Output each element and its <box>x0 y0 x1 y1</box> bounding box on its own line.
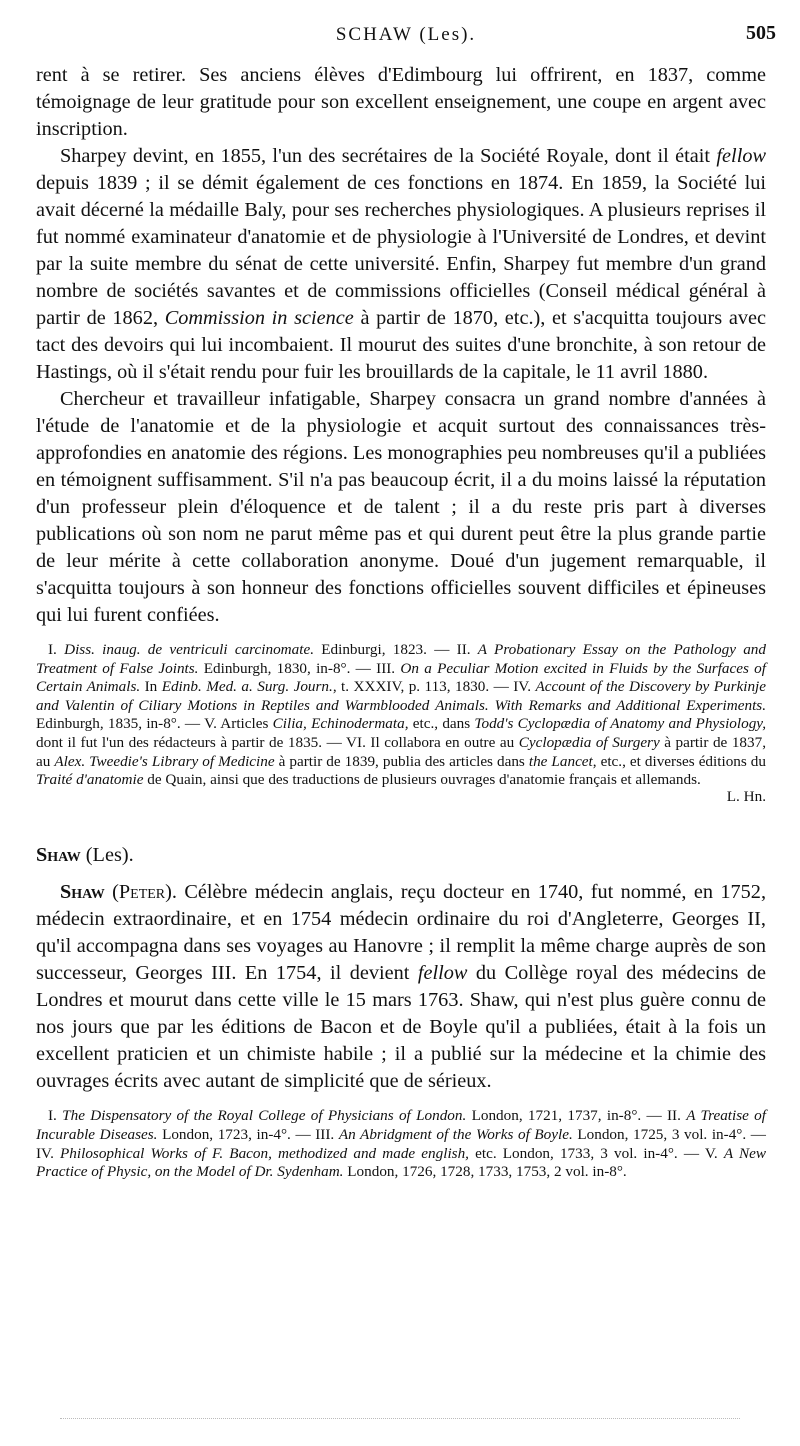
work-title: Todd's Cyclopædia of Anatomy and Physiology, <box>474 715 766 733</box>
sharpey-paragraph-2 <box>36 143 766 386</box>
text-span: à partir de 1870, etc.), et s'acquitta toujours avec tact des devoirs qui lui incombaient. Il mourut des suites d'une bronchite, à son retour de Hastings, où il s'était rendu pour fuir les brouillards de la capitale, le 11 avril 1880. <box>36 307 766 383</box>
entry-given-name: (Peter). <box>104 881 177 904</box>
work-title: A Probationary Essay on the Pathology and Treatment of False Joints. <box>36 641 766 677</box>
text-span: à partir de 1837, au <box>36 733 767 770</box>
work-title: the Lancet <box>528 752 593 770</box>
shaw-peter-entry <box>36 879 766 1095</box>
work-title: On a Peculiar Motion excited in Fluids by the Surfaces of Certain Animals. <box>36 659 766 696</box>
text-span: à partir de 1839, publia des articles dans <box>274 752 529 770</box>
bottom-rule <box>60 1418 740 1419</box>
text-span: etc. London, 1733, 3 vol. in-4°. — V. <box>468 1144 724 1162</box>
work-title: Traité d'anatomie <box>36 771 144 789</box>
sharpey-paragraph-1: rent à se retirer. Ses anciens élèves d'Edimbourg lui offrirent, en 1837, comme témoignage de leur gratitude pour son excellent enseignement, une coupe en argent avec inscription. <box>36 64 766 140</box>
running-head-title: SCHAW (Les). <box>335 24 477 45</box>
text-span: depuis 1839 ; il se démit également de ces fonctions en 1874. En 1859, la Société lui avait décerné la médaille Baly, pour ses recherches physiologiques. A plusieurs reprises il fut nommé examinateur d'anatomie et de physiologie à l'Université de Londres, et devint par la suite membre du sénat de cette université. Enfin, Sharpey fut membre d'un grand nombre de sociétés savantes et de commissions officielles (Conseil médical général à partir de 1862, <box>36 172 766 329</box>
entry-name: Shaw <box>60 881 105 904</box>
section-heading-rest: (Les). <box>80 844 134 867</box>
shaw-bibliography <box>36 1107 766 1181</box>
text-span: London, 1725, 3 vol. in-4°. — IV. <box>36 1125 766 1162</box>
work-title: An Abridgment of the Works of Boyle. <box>338 1125 573 1143</box>
section-heading-shaw <box>36 842 766 869</box>
article-body <box>36 62 766 1182</box>
work-title: Cyclopædia of Surgery <box>518 733 660 751</box>
work-title: Edinb. Med. a. Surg. Journ. <box>161 678 333 696</box>
work-title: Philosophical Works of F. Bacon, methodized and made english, <box>60 1144 469 1162</box>
work-title: Alex. Tweedie's Library of Medicine <box>54 752 275 770</box>
bibliography-entry <box>36 641 766 790</box>
text-span: dont il fut l'un des rédacteurs à partir de 1835. — VI. Il collabora en outre au <box>36 733 519 751</box>
text-span: London, 1721, 1737, in-8°. — II. <box>466 1107 687 1125</box>
text-span: In <box>140 678 162 696</box>
text-span: Célèbre médecin anglais, reçu docteur en 1740, fut nommé, en 1752, médecin extraordinaire, et en 1754 médecin ordinaire du roi d'Angleterre, Georges II, qu'il accompagna dans ses voyages au Hanovre ; il remplit la même charge auprès de son successeur, Georges III. En 1754, il devient <box>36 881 767 985</box>
sharpey-paragraph-3: Chercheur et travailleur infatigable, Sharpey consacra un grand nombre d'années à l'étude de l'anatomie et de la physiologie et acquit surtout des connaissances très-approfondies en anatomie des régions. Les monographies peu nombreuses qu'il a publiées en témoignent suffisamment. S'il n'a pas beaucoup écrit, il a du moins laissé la réputation d'un professeur plein d'éloquence et de talent ; il a du reste pris part à diverses publications où son nom ne parut même pas et qui durent peut être la plus grande partie de leur mérite à cette collaboration anonyme. Doué d'un jugement remarquable, il s'acquitta toujours à son honneur des fonctions officielles souvent difficiles et épineuses qui lui furent confiées. <box>36 388 766 626</box>
work-title: A New Practice of Physic, on the Model of Dr. Sydenham. <box>36 1144 766 1181</box>
page-number: 505 <box>746 22 776 44</box>
italic-term: fellow <box>417 962 468 985</box>
text-span: du Collège royal des médecins de Londres et mourut dans cette ville le 15 mars 1763. Shaw, qui n'est plus guère connu de nos jours que par les éditions de Bacon et de Boyle qu'il a publiées, était à la fois un excellent praticien et un chimiste habile ; il a publié sur la médecine et la chimie des ouvrages écrits avec autant de simplicité que de sérieux. <box>36 962 766 1093</box>
text-span: Edinburgh, 1835, in-8°. — V. Articles <box>36 715 273 733</box>
italic-term: Commission in science <box>164 307 354 329</box>
author-signature: L. Hn. <box>726 787 766 805</box>
work-title: A Treatise of Incurable Diseases. <box>36 1107 766 1143</box>
text-span: London, 1726, 1728, 1733, 1753, 2 vol. in-8°. <box>343 1163 627 1181</box>
text-span: Sharpey devint, en 1855, l'un des secrétaires de la Société Royale, dont il était <box>60 145 717 167</box>
running-head <box>36 24 776 54</box>
work-title: Account of the Discovery by Purkinje and Valentin of Ciliary Motions in Reptiles and Warmblooded Animals. With Remarks and Additional Experiments. <box>36 678 767 714</box>
bibliography-entry <box>36 1107 766 1181</box>
section-heading-name: Shaw <box>36 844 81 867</box>
work-title: Cilia, Echinodermata, <box>272 715 409 733</box>
text-span: , t. XXXIV, p. 113, 1830. — IV. <box>332 678 536 696</box>
work-title: Diss. inaug. de ventriculi carcinomate. <box>64 641 314 658</box>
text-span: de Quain, ainsi que des traductions de plusieurs ouvrages d'anatomie français et allemands. <box>143 771 701 789</box>
sharpey-bibliography <box>36 641 766 806</box>
text-span: Edinburgi, 1823. — II. <box>314 641 478 658</box>
text-span: I. <box>48 1107 63 1125</box>
text-span: London, 1723, in-4°. — III. <box>157 1125 339 1143</box>
text-span: I. <box>48 641 65 658</box>
text-span: etc., dans <box>408 715 475 733</box>
italic-term: fellow <box>716 145 766 167</box>
text-span: , etc., et diverses éditions du <box>592 752 766 770</box>
text-span: Edinburgh, 1830, in-8°. — III. <box>198 659 401 677</box>
work-title: The Dispensatory of the Royal College of Physicians of London. <box>62 1107 467 1125</box>
